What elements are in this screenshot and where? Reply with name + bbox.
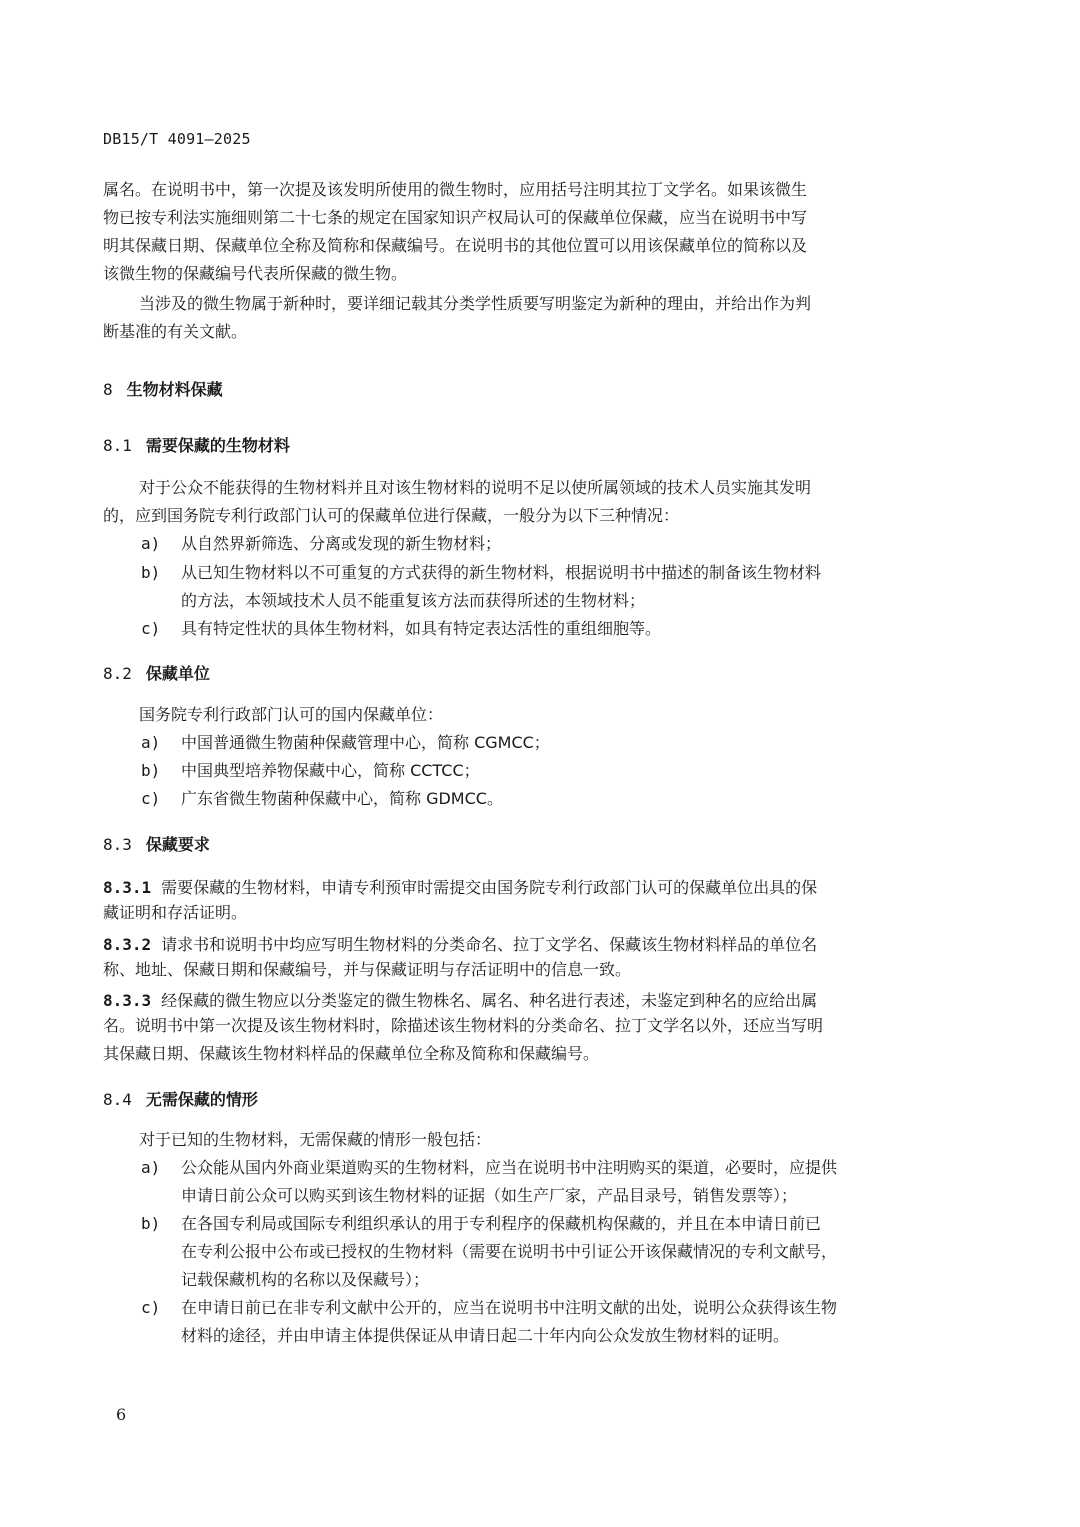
text-line: 对于公众不能获得的生物材料并且对该生物材料的说明不足以使所属领域的技术人员实施其发明 xyxy=(139,478,812,497)
clause-number: 8.3.2 xyxy=(103,935,152,954)
section-title: 保藏要求 xyxy=(145,835,210,854)
text-line: 公众能从国内外商业渠道购买的生物材料，应当在说明书中注明购买的渠道，必要时，应提供 xyxy=(181,1158,838,1177)
text-line: 从自然界新筛选、分离或发现的新生物材料； xyxy=(181,534,502,553)
text-line: 其保藏日期、保藏该生物材料样品的保藏单位全称及简称和保藏编号。 xyxy=(103,1044,600,1063)
list-item-letter: a) xyxy=(141,534,161,553)
text-line: 名。说明书中第一次提及该生物材料时，除描述该生物材料的分类命名、拉丁文学名以外，还应当写明 xyxy=(103,1016,824,1035)
section-number: 8 xyxy=(103,380,113,399)
section-8-3-heading xyxy=(103,832,210,855)
section-8-4-heading xyxy=(103,1087,258,1110)
text-line: 从已知生物材料以不可重复的方式获得的新生物材料，根据说明书中描述的制备该生物材料 xyxy=(181,563,822,582)
text-line: 中国普通微生物菌种保藏管理中心，简称 CGMCC； xyxy=(181,733,550,752)
text-line: 在专利公报中公布或已授权的生物材料（需要在说明书中引证公开该保藏情况的专利文献号， xyxy=(181,1242,838,1261)
section-8-heading xyxy=(103,377,223,400)
text-line: 藏证明和存活证明。 xyxy=(103,903,248,922)
text-line: 对于已知的生物材料，无需保藏的情形一般包括： xyxy=(139,1130,492,1149)
clause-number: 8.3.3 xyxy=(103,991,152,1010)
text-line: 材料的途径，并由申请主体提供保证从申请日起二十年内向公众发放生物材料的证明。 xyxy=(181,1326,790,1345)
section-8-1-heading xyxy=(103,433,290,456)
clause-number: 8.3.1 xyxy=(103,878,152,897)
section-number: 8.3 xyxy=(103,835,132,854)
list-item-letter: a) xyxy=(141,733,161,752)
text-line: 请求书和说明书中均应写明生物材料的分类命名、拉丁文学名、保藏该生物材料样品的单位名 xyxy=(161,935,818,954)
text-line: 的，应到国务院专利行政部门认可的保藏单位进行保藏，一般分为以下三种情况： xyxy=(103,506,680,525)
section-title: 生物材料保藏 xyxy=(126,380,223,399)
text-line: 具有特定性状的具体生物材料，如具有特定表达活性的重组细胞等。 xyxy=(181,619,662,638)
text-line: 称、地址、保藏日期和保藏编号，并与保藏证明与存活证明中的信息一致。 xyxy=(103,960,632,979)
text-line: 中国典型培养物保藏中心，简称 CCTCC； xyxy=(181,761,480,780)
text-line: 明其保藏日期、保藏单位全称及简称和保藏编号。在说明书的其他位置可以用该保藏单位的简称以及 xyxy=(103,236,808,255)
section-title: 保藏单位 xyxy=(145,664,210,683)
document-code: DB15/T 4091—2025 xyxy=(103,130,251,148)
section-title: 无需保藏的情形 xyxy=(145,1090,258,1109)
clause-first-line xyxy=(103,932,817,955)
page-number: 6 xyxy=(116,1405,127,1424)
text-line: 国务院专利行政部门认可的国内保藏单位： xyxy=(139,705,444,724)
clause-first-line xyxy=(103,875,817,898)
text-line: 广东省微生物菌种保藏中心，简称 GDMCC。 xyxy=(181,789,503,808)
section-8-2-heading xyxy=(103,661,210,684)
text-line: 物已按专利法实施细则第二十七条的规定在国家知识产权局认可的保藏单位保藏，应当在说明书中写 xyxy=(103,208,808,227)
text-line: 断基准的有关文献。 xyxy=(103,322,248,341)
list-item-letter: b) xyxy=(141,1214,161,1233)
clause-first-line xyxy=(103,988,817,1011)
text-line: 记载保藏机构的名称以及保藏号）； xyxy=(181,1270,430,1289)
text-line: 经保藏的微生物应以分类鉴定的微生物株名、属名、种名进行表述，未鉴定到种名的应给出属 xyxy=(161,991,818,1010)
text-line: 在各国专利局或国际专利组织承认的用于专利程序的保藏机构保藏的，并且在本申请日前已 xyxy=(181,1214,822,1233)
section-number: 8.1 xyxy=(103,436,132,455)
text-line: 需要保藏的生物材料，申请专利预审时需提交由国务院专利行政部门认可的保藏单位出具的保 xyxy=(161,878,818,897)
text-line: 属名。在说明书中，第一次提及该发明所使用的微生物时，应用括号注明其拉丁文学名。如果该微生 xyxy=(103,180,808,199)
list-item-letter: c) xyxy=(141,619,161,638)
section-number: 8.2 xyxy=(103,664,132,683)
list-item-letter: c) xyxy=(141,789,161,808)
section-title: 需要保藏的生物材料 xyxy=(145,436,290,455)
section-number: 8.4 xyxy=(103,1090,132,1109)
text-line: 的方法，本领域技术人员不能重复该方法而获得所述的生物材料； xyxy=(181,591,646,610)
text-line: 该微生物的保藏编号代表所保藏的微生物。 xyxy=(103,264,408,283)
text-line: 当涉及的微生物属于新种时，要详细记载其分类学性质要写明鉴定为新种的理由，并给出作为判 xyxy=(139,294,812,313)
list-item-letter: b) xyxy=(141,563,161,582)
text-line: 申请日前公众可以购买到该生物材料的证据（如生产厂家，产品目录号，销售发票等）； xyxy=(181,1186,798,1205)
list-item-letter: c) xyxy=(141,1298,161,1317)
text-line: 在申请日前已在非专利文献中公开的，应当在说明书中注明文献的出处，说明公众获得该生物 xyxy=(181,1298,838,1317)
list-item-letter: a) xyxy=(141,1158,161,1177)
list-item-letter: b) xyxy=(141,761,161,780)
